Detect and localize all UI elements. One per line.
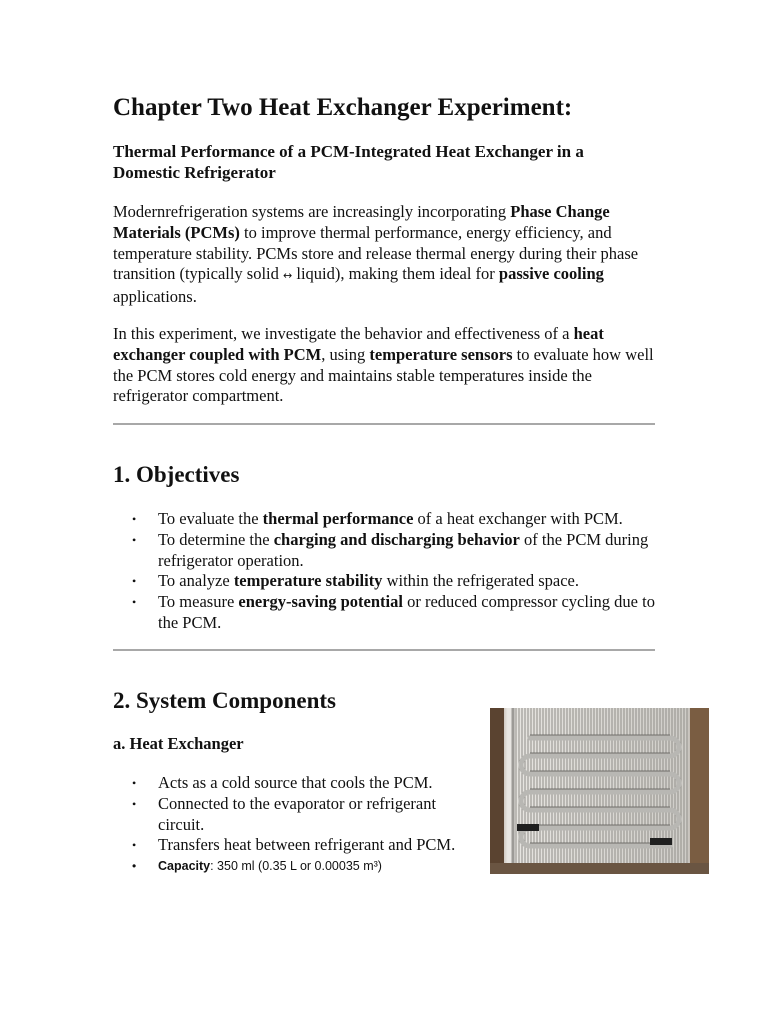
chapter-title: Chapter Two Heat Exchanger Experiment: bbox=[113, 94, 573, 121]
objectives-heading: 1. Objectives bbox=[113, 462, 240, 487]
intro-paragraph-2: In this experiment, we investigate the behavior and effectiveness of a heat exchanger coupled with PCM, using temperature sensors to evaluate how well the PCM stores cold energy and maintains stable temperatures inside the refrigerator compartment. bbox=[113, 324, 654, 406]
intro-paragraph-1: Modernrefrigeration systems are increasingly incorporating Phase Change Materials (PCMs) to improve thermal performance, energy efficiency, and temperature stability. PCMs store and release thermal energy during their phase transition (typically solid ↔ liquid), making them ideal for passive cooling applications. bbox=[113, 202, 639, 307]
bullet-icon: • bbox=[132, 532, 137, 547]
capacity-label: Capacity bbox=[158, 859, 211, 874]
list-item: • To determine the charging and discharging behavior of the PCM during refrigerator operation. bbox=[132, 529, 649, 570]
passive-cooling-term: passive cooling bbox=[498, 264, 604, 284]
section-divider bbox=[113, 423, 655, 425]
document-subtitle: Thermal Performance of a PCM-Integrated Heat Exchanger in a Domestic Refrigerator bbox=[113, 142, 584, 182]
heat-exchanger-photo bbox=[490, 708, 709, 874]
bullet-icon: • bbox=[132, 512, 137, 526]
list-item: • To analyze temperature stability within the refrigerated space. bbox=[132, 571, 579, 591]
list-item: • To measure energy-saving potential or reduced compressor cycling due to the PCM. bbox=[132, 592, 655, 632]
pcm-term: Phase Change Materials (PCMs) bbox=[113, 202, 610, 242]
capacity-value: : 350 ml (0.35 L or 0.00035 m³) bbox=[210, 859, 382, 874]
list-item: • Connected to the evaporator or refrigerant circuit. bbox=[132, 793, 437, 834]
list-item bbox=[113, 856, 483, 877]
list-item: • Transfers heat between refrigerant and PCM. bbox=[132, 835, 456, 855]
bullet-icon: • bbox=[132, 838, 137, 853]
bullet-icon: • bbox=[132, 859, 137, 874]
heat-exchanger-list bbox=[113, 773, 483, 877]
bullet-icon: • bbox=[132, 776, 137, 790]
temperature-sensors-term: temperature sensors bbox=[369, 344, 513, 364]
heat-exchanger-term: heat exchanger coupled with PCM bbox=[113, 324, 604, 364]
objectives-list bbox=[113, 509, 656, 634]
bullet-icon: • bbox=[132, 796, 137, 811]
section-divider bbox=[113, 649, 655, 651]
heat-exchanger-heading: a. Heat Exchanger bbox=[113, 734, 244, 753]
system-components-heading: 2. System Components bbox=[113, 688, 336, 713]
bullet-icon: • bbox=[132, 595, 137, 610]
list-item: • To evaluate the thermal performance of a heat exchanger with PCM. bbox=[132, 509, 623, 528]
double-arrow-icon: ↔ bbox=[283, 269, 293, 283]
bullet-icon: • bbox=[132, 574, 137, 589]
list-item: • Acts as a cold source that cools the PCM. bbox=[132, 773, 433, 792]
